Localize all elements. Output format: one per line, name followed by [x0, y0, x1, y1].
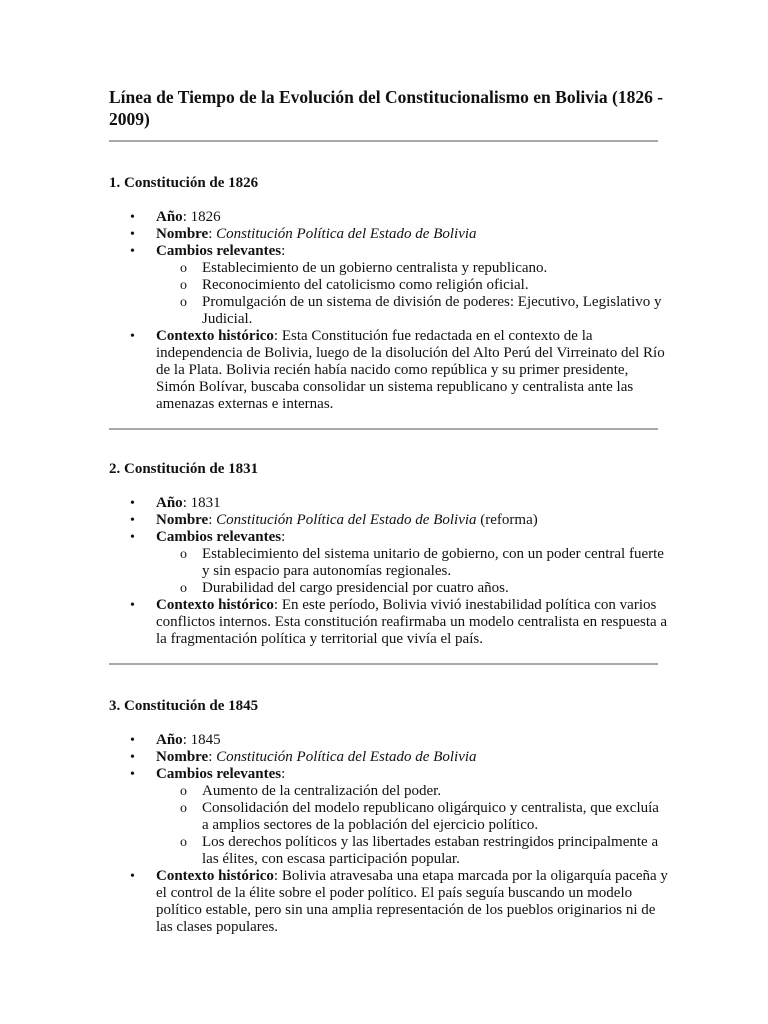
change-item: o Los derechos políticos y las libertades estaban restringidos principalmente a las élites, con escasa participación popular.: [156, 834, 669, 868]
year-label: Año: [156, 209, 183, 225]
changes-label: Cambios relevantes: [156, 529, 282, 545]
change-item: o Establecimiento de un gobierno centralista y republicano.: [156, 260, 669, 277]
details-list: [109, 209, 669, 413]
section-heading: 3. Constitución de 1845: [109, 698, 259, 714]
name-item: [109, 226, 669, 243]
name-label: Nombre: [156, 512, 209, 528]
name-label: Nombre: [156, 749, 209, 765]
section-heading: 1. Constitución de 1826: [109, 175, 259, 191]
name-item: [109, 512, 669, 529]
year-label: Año: [156, 732, 183, 748]
colon: :: [273, 868, 279, 884]
year-label: Año: [156, 495, 183, 511]
name-item: [109, 749, 669, 766]
colon: :: [273, 328, 279, 344]
colon: :: [182, 732, 187, 748]
colon: :: [182, 209, 187, 225]
details-list: [109, 732, 669, 936]
context-label: Contexto histórico: [156, 868, 274, 884]
year-value: 1845: [190, 732, 221, 748]
name-suffix: (reforma): [480, 512, 538, 528]
divider: [109, 428, 658, 430]
year-value: 1831: [190, 495, 221, 511]
changes-item: [109, 766, 669, 868]
change-item: o Promulgación de un sistema de división de poderes: Ejecutivo, Legislativo y Judicial.: [156, 294, 669, 328]
changes-item: [109, 529, 669, 597]
change-item: o Establecimiento del sistema unitario de gobierno, con un poder central fuerte y sin espacio para autonomías regionales.: [156, 546, 669, 580]
divider: [109, 663, 658, 665]
divider: [109, 140, 658, 142]
section-constitution-1831: [109, 461, 669, 648]
year-item: [109, 732, 669, 749]
name-label: Nombre: [156, 226, 209, 242]
context-text: En este período, Bolivia vivió inestabilidad política con varios conflictos internos. Esta constitución reafirmaba un modelo centralista en respuesta a la fragmentación política y territorial que vivía el país.: [156, 597, 668, 647]
change-item: o Durabilidad del cargo presidencial por cuatro años.: [156, 580, 669, 597]
change-item: o Consolidación del modelo republicano oligárquico y centralista, que excluía a amplios sectores de la población del ejercicio político.: [156, 800, 669, 834]
details-list: [109, 495, 669, 648]
colon: :: [273, 597, 279, 613]
page-title: Línea de Tiempo de la Evolución del Constitucionalismo en Bolivia (1826 - 2009): [109, 87, 664, 129]
context-text: Esta Constitución fue redactada en el contexto de la independencia de Bolivia, luego de la disolución del Alto Perú del Virreinato del Río de la Plata. Bolivia recién había nacido como república y su primer presidente, Simón Bolívar, buscaba consolidar un sistema republicano y centralista ante las amenazas externas e internas.: [156, 328, 665, 412]
changes-label: Cambios relevantes: [156, 766, 282, 782]
colon: :: [281, 766, 286, 782]
colon: :: [281, 243, 286, 259]
changes-list: [156, 260, 669, 328]
context-label: Contexto histórico: [156, 328, 274, 344]
name-value: Constitución Política del Estado de Bolivia: [216, 512, 477, 528]
name-value: Constitución Política del Estado de Bolivia: [216, 226, 477, 242]
year-item: [109, 209, 669, 226]
change-item: o Aumento de la centralización del poder.: [156, 783, 669, 800]
changes-list: [156, 546, 669, 597]
name-value: Constitución Política del Estado de Bolivia: [216, 749, 477, 765]
context-text: Bolivia atravesaba una etapa marcada por la oligarquía paceña y el control de la élite sobre el poder político. El país seguía buscando un modelo político estable, pero sin una amplia representación de los pueblos originarios ni de las clases populares.: [156, 868, 668, 935]
section-heading: 2. Constitución de 1831: [109, 461, 259, 477]
colon: :: [281, 529, 286, 545]
year-value: 1826: [190, 209, 221, 225]
changes-list: [156, 783, 669, 868]
change-item: o Reconocimiento del catolicismo como religión oficial.: [156, 277, 669, 294]
year-item: [109, 495, 669, 512]
context-item: [109, 597, 669, 648]
colon: :: [182, 495, 187, 511]
colon: :: [208, 749, 213, 765]
colon: :: [208, 226, 213, 242]
context-item: [109, 328, 669, 413]
colon: :: [208, 512, 213, 528]
section-constitution-1845: [109, 698, 669, 936]
context-item: [109, 868, 669, 936]
section-constitution-1826: [109, 175, 669, 413]
context-label: Contexto histórico: [156, 597, 274, 613]
changes-label: Cambios relevantes: [156, 243, 282, 259]
changes-item: [109, 243, 669, 328]
